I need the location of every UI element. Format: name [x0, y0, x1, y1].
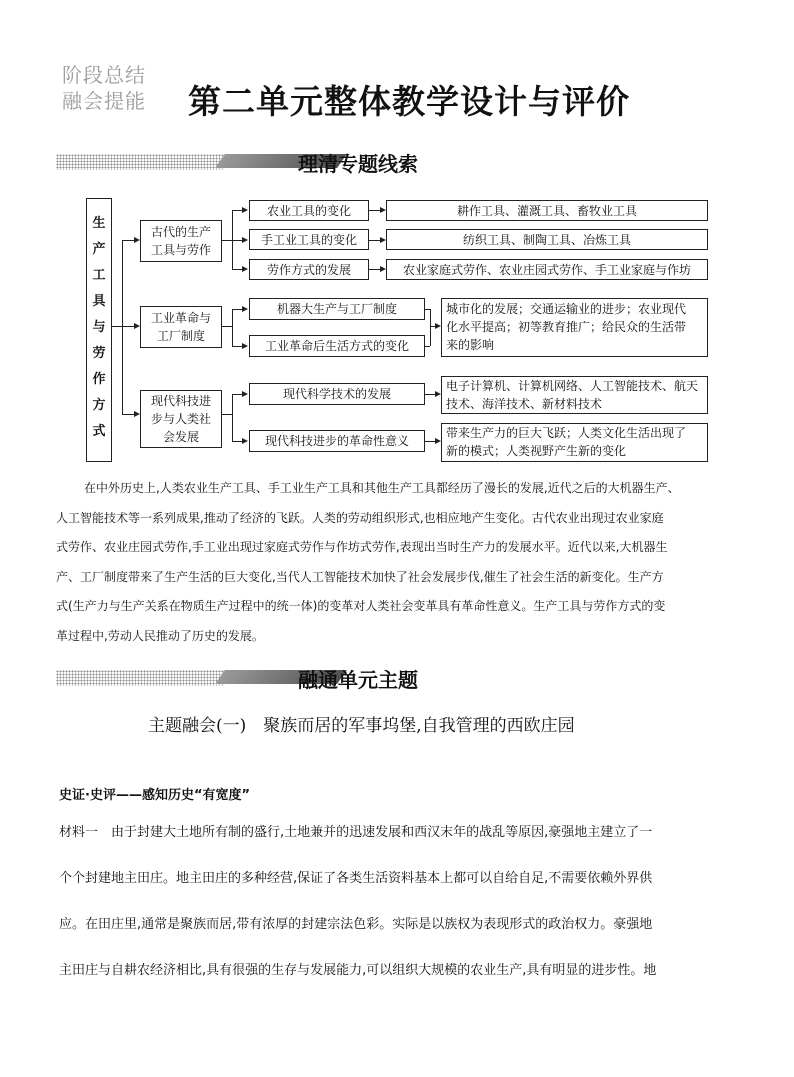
- connector: [232, 394, 242, 395]
- section-header-clues: [56, 150, 736, 178]
- material-line: 主田庄与自耕农经济相比,具有很强的生存与发展能力,可以组织大规模的农业生产,具有明显的进步性。地: [59, 963, 657, 978]
- detail-box: 纺织工具、制陶工具、冶炼工具: [386, 229, 708, 250]
- material-one: [59, 815, 749, 989]
- group-label-line: 步与人类社: [150, 412, 211, 426]
- section-header-theme: [56, 666, 736, 694]
- detail-box: [441, 298, 708, 357]
- group-label-line: 工业革命与: [150, 311, 211, 325]
- root-char: 产: [92, 242, 106, 257]
- section-title-theme: 融通单元主题: [298, 668, 418, 692]
- detail-line: 技术、海洋技术、新材料技术: [446, 397, 603, 411]
- connector: [369, 210, 380, 211]
- group-label-line: 工厂制度: [156, 329, 205, 343]
- summary-line: 式(生产力与生产关系在物质生产过程中的统一体)的变革对人类社会变革具有革命性意义。生产工具与劳作方式的变: [56, 599, 666, 613]
- connector: [369, 240, 380, 241]
- connector: [232, 346, 242, 347]
- connector: [369, 269, 380, 270]
- detail-line: 电子计算机、计算机网络、人工智能技术、航天: [446, 379, 699, 393]
- connector: [232, 309, 242, 310]
- material-line: 材料一 由于封建大土地所有制的盛行,土地兼并的迅速发展和西汉末年的战乱等原因,豪强地主建立了一: [59, 825, 653, 840]
- arrow-icon: [242, 237, 248, 243]
- detail-box: [441, 376, 708, 414]
- stage-label-line2: 融会提能: [62, 89, 146, 113]
- connector: [430, 309, 431, 346]
- group-label-line: 会发展: [162, 430, 199, 444]
- material-line: 个个封建地主田庄。地主田庄的多种经营,保证了各类生活资料基本上都可以自给自足,不需要依赖外界供: [59, 871, 653, 886]
- stage-label: [62, 62, 172, 114]
- detail-box: 耕作工具、灌溉工具、畜牧业工具: [386, 200, 708, 221]
- arrow-icon: [242, 438, 248, 444]
- arrow-icon: [242, 266, 248, 272]
- group-label-line: 工具与劳作: [150, 243, 211, 257]
- section-dots-decoration: [56, 154, 224, 170]
- item-box: 现代科技进步的革命性意义: [249, 430, 425, 452]
- diagram-root: [86, 198, 112, 462]
- summary-line: 产、工厂制度带来了生产生活的巨大变化,当代人工智能技术加快了社会发展步伐,催生了社会生活的新变化。生产方: [56, 569, 664, 584]
- connector: [122, 240, 134, 241]
- root-char: 方: [92, 398, 106, 413]
- summary-line: 式劳作、农业庄园式劳作,手工业出现过家庭式劳作与作坊式劳作,表现出当时生产力的发展水平。近代以来,大机器生: [56, 540, 668, 554]
- item-box: 现代科学技术的发展: [249, 383, 425, 405]
- item-box: 工业革命后生活方式的变化: [249, 335, 425, 357]
- connector: [232, 394, 233, 441]
- connector: [232, 269, 242, 270]
- group-box-ancient: [140, 220, 222, 262]
- root-char: 工: [92, 268, 106, 283]
- item-box: 手工业工具的变化: [249, 229, 369, 250]
- arrow-icon: [242, 207, 248, 213]
- connector: [222, 414, 232, 415]
- detail-line: 新的模式；人类视野产生新的变化: [446, 444, 627, 458]
- stage-label-line1: 阶段总结: [62, 63, 146, 87]
- section-dots-decoration: [56, 670, 224, 686]
- detail-box: [441, 423, 708, 462]
- summary-line: 革过程中,劳动人民推动了历史的发展。: [56, 628, 264, 643]
- group-box-industrial: [140, 306, 222, 348]
- connector: [232, 210, 242, 211]
- theme-subtitle: 主题融会(一) 聚族而居的军事坞堡,自我管理的西欧庄园: [148, 716, 575, 736]
- summary-line: 人工智能技术等一系列成果,推动了经济的飞跃。人类的劳动组织形式,也相应地产生变化。古代农业出现过农业家庭: [56, 510, 664, 525]
- connector: [425, 441, 435, 442]
- detail-box: 农业家庭式劳作、农业庄园式劳作、手工业家庭与作坊: [386, 259, 708, 280]
- summary-paragraph: [56, 474, 746, 651]
- root-char: 具: [92, 294, 106, 309]
- item-box: 农业工具的变化: [249, 200, 369, 221]
- arrow-icon: [242, 391, 248, 397]
- arrow-icon: [242, 306, 248, 312]
- root-char: 式: [92, 424, 106, 439]
- connector: [122, 240, 123, 414]
- detail-line: 带来生产力的巨大飞跃；人类文化生活出现了: [446, 426, 687, 440]
- connector: [232, 441, 242, 442]
- page-title: 第二单元整体教学设计与评价: [188, 82, 630, 121]
- connector: [122, 326, 134, 327]
- summary-line: 在中外历史上,人类农业生产工具、手工业生产工具和其他生产工具都经历了漫长的发展,近代之后的大机器生产、: [84, 481, 680, 495]
- group-box-modern: [140, 390, 222, 448]
- group-label-line: 古代的生产: [150, 225, 211, 239]
- connector: [425, 394, 435, 395]
- root-char: 劳: [92, 346, 106, 361]
- connector: [232, 309, 233, 346]
- connector: [222, 326, 232, 327]
- detail-line: 城市化的发展；交通运输业的进步；农业现代: [446, 302, 687, 316]
- arrow-icon: [242, 343, 248, 349]
- item-box: 劳作方式的发展: [249, 259, 369, 280]
- detail-line: 来的影响: [446, 338, 495, 352]
- root-char: 与: [92, 320, 106, 335]
- root-char: 生: [92, 216, 106, 231]
- material-heading: 史证·史评——感知历史“有宽度”: [59, 788, 251, 803]
- detail-line: 化水平提高；初等教育推广；给民众的生活带: [446, 320, 687, 334]
- connector: [232, 240, 242, 241]
- root-char: 作: [92, 372, 106, 387]
- connector: [112, 326, 122, 327]
- item-box: 机器大生产与工厂制度: [249, 298, 425, 320]
- connector: [122, 414, 134, 415]
- section-title-clues: 理清专题线索: [298, 152, 418, 176]
- connector: [222, 240, 232, 241]
- group-label-line: 现代科技进: [150, 394, 211, 408]
- material-line: 应。在田庄里,通常是聚族而居,带有浓厚的封建宗法色彩。实际是以族权为表现形式的政治权力。豪强地: [59, 917, 653, 932]
- connector: [425, 346, 430, 347]
